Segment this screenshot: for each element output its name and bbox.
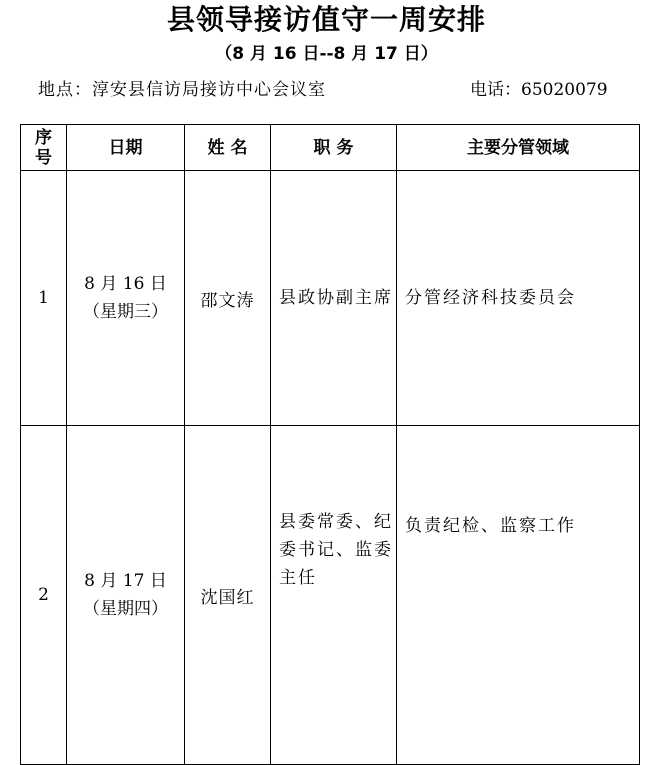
header-date: 日期: [67, 125, 185, 171]
date-range-subtitle: （8 月 16 日--8 月 17 日）: [215, 44, 438, 64]
schedule-table: [20, 124, 640, 765]
table-row: [21, 171, 640, 426]
header-index-label: 序号: [35, 127, 52, 168]
row-date: [67, 171, 185, 426]
row-date-line2: （星期三）: [83, 302, 168, 322]
header-index: [21, 125, 67, 171]
location-text: 地点：淳安县信访局接访中心会议室: [38, 80, 326, 100]
row-index: 1: [21, 171, 67, 426]
row-area: 负责纪检、监察工作: [397, 426, 640, 765]
header-area: 主要分管领域: [397, 125, 640, 171]
row-area: 分管经济科技委员会: [397, 171, 640, 426]
row-date-line1: 8 月 17 日: [84, 571, 167, 591]
row-position: 县委常委、纪委书记、监委主任: [271, 426, 397, 765]
row-date: [67, 426, 185, 765]
row-index: 2: [21, 426, 67, 765]
table-row: [21, 426, 640, 765]
row-date-line1: 8 月 16 日: [84, 274, 167, 294]
header-name: 姓 名: [185, 125, 271, 171]
row-position: 县政协副主席: [271, 171, 397, 426]
header-position: 职 务: [271, 125, 397, 171]
phone-text: 电话：65020079: [470, 80, 608, 100]
row-name: 沈国红: [185, 426, 271, 765]
row-date-line2: （星期四）: [83, 599, 168, 619]
info-row: [0, 76, 653, 104]
table-header-row: [21, 125, 640, 171]
page-title: 县领导接访值守一周安排: [166, 3, 486, 36]
row-name: 邵文涛: [185, 171, 271, 426]
